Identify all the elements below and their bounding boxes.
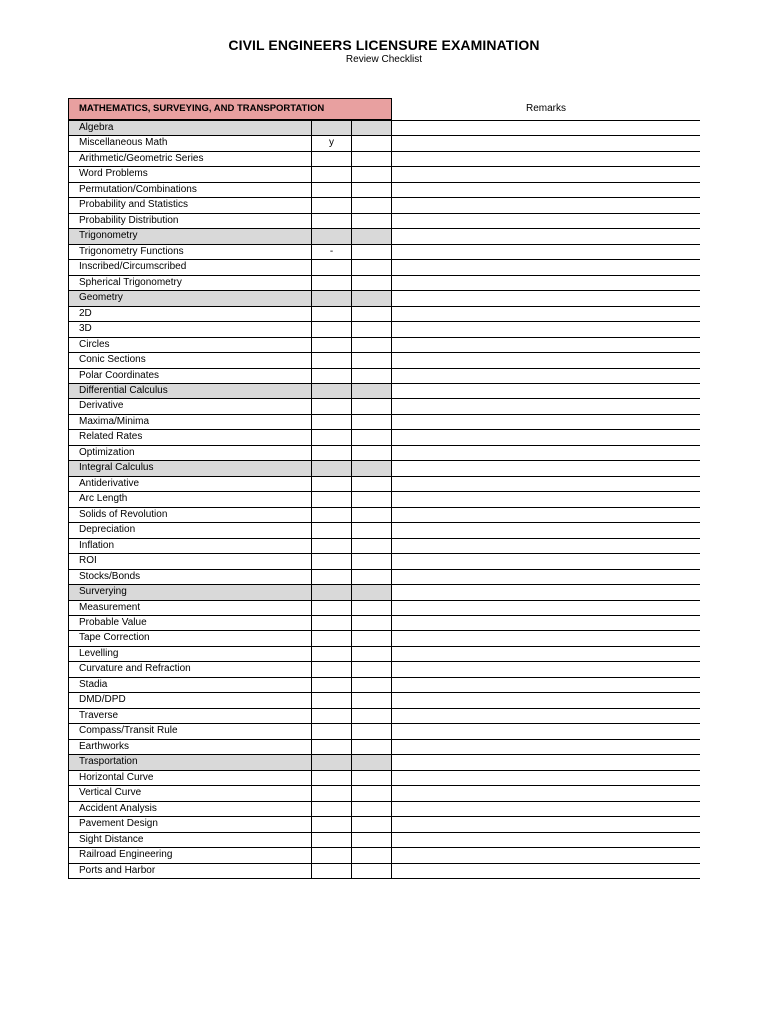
topic-label: DMD/DPD (69, 693, 312, 707)
table-row (69, 322, 700, 337)
section-label: Surverying (69, 585, 312, 599)
status-cell[interactable] (312, 461, 352, 475)
table-row (69, 508, 700, 523)
status-cell[interactable] (312, 771, 352, 785)
remarks-cell[interactable] (392, 276, 701, 290)
check-cell[interactable] (352, 570, 392, 584)
remarks-cell[interactable] (392, 338, 701, 352)
topic-label: Tape Correction (69, 631, 312, 645)
remarks-cell[interactable] (392, 631, 701, 645)
table-row (69, 833, 700, 848)
topic-label: 3D (69, 322, 312, 336)
check-cell[interactable] (352, 740, 392, 754)
status-cell[interactable] (312, 291, 352, 305)
status-cell[interactable] (312, 693, 352, 707)
topic-label: Railroad Engineering (69, 848, 312, 862)
remarks-cell[interactable] (392, 833, 701, 847)
status-cell[interactable] (312, 477, 352, 491)
table-row (69, 771, 700, 786)
check-cell[interactable] (352, 245, 392, 259)
check-cell[interactable] (352, 183, 392, 197)
table-row (69, 740, 700, 755)
check-cell[interactable] (352, 167, 392, 181)
topic-label: Derivative (69, 399, 312, 413)
section-label: Trasportation (69, 755, 312, 769)
remarks-cell[interactable] (392, 786, 701, 800)
status-cell[interactable]: - (312, 245, 352, 259)
table-row (69, 601, 700, 616)
check-cell[interactable] (352, 492, 392, 506)
status-cell[interactable] (312, 492, 352, 506)
table-row (69, 338, 700, 353)
status-cell[interactable] (312, 430, 352, 444)
remarks-cell[interactable] (392, 539, 701, 553)
topic-label: Measurement (69, 601, 312, 615)
check-cell[interactable] (352, 121, 392, 135)
topic-label: Stadia (69, 678, 312, 692)
table-row (69, 492, 700, 507)
check-cell[interactable] (352, 662, 392, 676)
topic-label: Levelling (69, 647, 312, 661)
check-cell[interactable] (352, 864, 392, 878)
remarks-cell[interactable] (392, 724, 701, 738)
topic-label: Inscribed/Circumscribed (69, 260, 312, 274)
category-header: MATHEMATICS, SURVEYING, AND TRANSPORTATION (68, 98, 392, 120)
check-cell[interactable] (352, 755, 392, 769)
status-cell[interactable] (312, 570, 352, 584)
table-row (69, 616, 700, 631)
remarks-cell[interactable] (392, 245, 701, 259)
check-cell[interactable] (352, 291, 392, 305)
section-label: Algebra (69, 121, 312, 135)
remarks-cell[interactable] (392, 121, 701, 135)
remarks-cell[interactable] (392, 322, 701, 336)
topic-label: Ports and Harbor (69, 864, 312, 878)
remarks-cell[interactable] (392, 508, 701, 522)
remarks-cell[interactable] (392, 662, 701, 676)
status-cell[interactable] (312, 353, 352, 367)
table-row (69, 167, 700, 182)
table-row (69, 539, 700, 554)
check-cell[interactable] (352, 647, 392, 661)
status-cell[interactable] (312, 384, 352, 398)
table-row (69, 477, 700, 492)
checklist-table (68, 98, 700, 879)
check-cell[interactable] (352, 415, 392, 429)
table-row (69, 430, 700, 445)
remarks-cell[interactable] (392, 430, 701, 444)
status-cell[interactable] (312, 539, 352, 553)
check-cell[interactable] (352, 771, 392, 785)
topic-label: Antiderivative (69, 477, 312, 491)
table-row (69, 260, 700, 275)
check-cell[interactable] (352, 384, 392, 398)
section-row (69, 384, 700, 399)
status-cell[interactable] (312, 229, 352, 243)
topic-label: Pavement Design (69, 817, 312, 831)
table-row (69, 631, 700, 646)
checklist-rows (68, 120, 700, 879)
remarks-cell[interactable] (392, 802, 701, 816)
section-row (69, 229, 700, 244)
table-row (69, 152, 700, 167)
status-cell[interactable] (312, 755, 352, 769)
check-cell[interactable] (352, 508, 392, 522)
status-cell[interactable]: y (312, 136, 352, 150)
topic-label: Polar Coordinates (69, 369, 312, 383)
status-cell[interactable] (312, 601, 352, 615)
topic-label: Depreciation (69, 523, 312, 537)
topic-label: Stocks/Bonds (69, 570, 312, 584)
document-subtitle: Review Checklist (345, 54, 423, 65)
status-cell[interactable] (312, 183, 352, 197)
topic-label: Inflation (69, 539, 312, 553)
check-cell[interactable] (352, 802, 392, 816)
topic-label: Curvature and Refraction (69, 662, 312, 676)
status-cell[interactable] (312, 585, 352, 599)
section-row (69, 755, 700, 770)
status-cell[interactable] (312, 709, 352, 723)
status-cell[interactable] (312, 740, 352, 754)
table-row (69, 817, 700, 832)
status-cell[interactable] (312, 399, 352, 413)
status-cell[interactable] (312, 214, 352, 228)
check-cell[interactable] (352, 322, 392, 336)
table-row (69, 353, 700, 368)
check-cell[interactable] (352, 399, 392, 413)
status-cell[interactable] (312, 307, 352, 321)
remarks-cell[interactable] (392, 585, 701, 599)
remarks-cell[interactable] (392, 384, 701, 398)
remarks-cell[interactable] (392, 492, 701, 506)
status-cell[interactable] (312, 508, 352, 522)
topic-label: Word Problems (69, 167, 312, 181)
status-cell[interactable] (312, 647, 352, 661)
check-cell[interactable] (352, 198, 392, 212)
remarks-header: Remarks (525, 103, 566, 114)
table-row (69, 554, 700, 569)
check-cell[interactable] (352, 461, 392, 475)
table-row (69, 662, 700, 677)
topic-label: Solids of Revolution (69, 508, 312, 522)
topic-label: Accident Analysis (69, 802, 312, 816)
remarks-cell[interactable] (392, 260, 701, 274)
remarks-cell[interactable] (392, 167, 701, 181)
check-cell[interactable] (352, 369, 392, 383)
remarks-cell[interactable] (392, 554, 701, 568)
remarks-cell[interactable] (392, 848, 701, 862)
table-row (69, 307, 700, 322)
remarks-cell[interactable] (392, 693, 701, 707)
topic-label: Maxima/Minima (69, 415, 312, 429)
remarks-cell[interactable] (392, 771, 701, 785)
remarks-cell[interactable] (392, 369, 701, 383)
status-cell[interactable] (312, 631, 352, 645)
table-row (69, 369, 700, 384)
remarks-cell[interactable] (392, 709, 701, 723)
table-row (69, 415, 700, 430)
remarks-cell[interactable] (392, 477, 701, 491)
topic-label: Traverse (69, 709, 312, 723)
remarks-cell[interactable] (392, 229, 701, 243)
status-cell[interactable] (312, 802, 352, 816)
remarks-cell[interactable] (392, 214, 701, 228)
status-cell[interactable] (312, 369, 352, 383)
section-label: Trigonometry (69, 229, 312, 243)
document-title: CIVIL ENGINEERS LICENSURE EXAMINATION (228, 37, 540, 53)
table-row (69, 570, 700, 585)
status-cell[interactable] (312, 833, 352, 847)
remarks-cell[interactable] (392, 136, 701, 150)
check-cell[interactable] (352, 307, 392, 321)
remarks-cell[interactable] (392, 399, 701, 413)
section-row (69, 461, 700, 476)
status-cell[interactable] (312, 554, 352, 568)
section-label: Integral Calculus (69, 461, 312, 475)
topic-label: Earthworks (69, 740, 312, 754)
check-cell[interactable] (352, 260, 392, 274)
remarks-cell[interactable] (392, 616, 701, 630)
table-row (69, 136, 700, 151)
section-row (69, 291, 700, 306)
status-cell[interactable] (312, 864, 352, 878)
check-cell[interactable] (352, 786, 392, 800)
table-row (69, 678, 700, 693)
remarks-cell[interactable] (392, 307, 701, 321)
remarks-cell[interactable] (392, 152, 701, 166)
table-row (69, 276, 700, 291)
topic-label: Probability and Statistics (69, 198, 312, 212)
check-cell[interactable] (352, 136, 392, 150)
table-row (69, 183, 700, 198)
remarks-cell[interactable] (392, 601, 701, 615)
table-row (69, 709, 700, 724)
check-cell[interactable] (352, 539, 392, 553)
remarks-cell[interactable] (392, 446, 701, 460)
status-cell[interactable] (312, 662, 352, 676)
check-cell[interactable] (352, 338, 392, 352)
topic-label: Sight Distance (69, 833, 312, 847)
table-row (69, 693, 700, 708)
status-cell[interactable] (312, 817, 352, 831)
remarks-cell[interactable] (392, 570, 701, 584)
topic-label: Trigonometry Functions (69, 245, 312, 259)
table-row (69, 786, 700, 801)
table-row (69, 864, 700, 879)
check-cell[interactable] (352, 477, 392, 491)
table-row (69, 214, 700, 229)
check-cell[interactable] (352, 276, 392, 290)
check-cell[interactable] (352, 554, 392, 568)
status-cell[interactable] (312, 121, 352, 135)
remarks-cell[interactable] (392, 755, 701, 769)
table-row (69, 523, 700, 538)
section-row (69, 585, 700, 600)
table-row (69, 245, 700, 260)
remarks-cell[interactable] (392, 415, 701, 429)
status-cell[interactable] (312, 322, 352, 336)
section-row (69, 121, 700, 136)
check-cell[interactable] (352, 430, 392, 444)
status-cell[interactable] (312, 260, 352, 274)
topic-label: Probability Distribution (69, 214, 312, 228)
check-cell[interactable] (352, 709, 392, 723)
topic-label: Vertical Curve (69, 786, 312, 800)
topic-label: Arc Length (69, 492, 312, 506)
remarks-cell[interactable] (392, 461, 701, 475)
status-cell[interactable] (312, 446, 352, 460)
topic-label: Miscellaneous Math (69, 136, 312, 150)
check-cell[interactable] (352, 678, 392, 692)
remarks-cell[interactable] (392, 678, 701, 692)
section-label: Geometry (69, 291, 312, 305)
topic-label: 2D (69, 307, 312, 321)
status-cell[interactable] (312, 678, 352, 692)
table-row (69, 848, 700, 863)
topic-label: Spherical Trigonometry (69, 276, 312, 290)
remarks-cell[interactable] (392, 353, 701, 367)
check-cell[interactable] (352, 631, 392, 645)
status-cell[interactable] (312, 786, 352, 800)
status-cell[interactable] (312, 167, 352, 181)
check-cell[interactable] (352, 848, 392, 862)
check-cell[interactable] (352, 833, 392, 847)
remarks-cell[interactable] (392, 291, 701, 305)
remarks-cell[interactable] (392, 523, 701, 537)
topic-label: Horizontal Curve (69, 771, 312, 785)
remarks-cell[interactable] (392, 864, 701, 878)
table-row (69, 802, 700, 817)
check-cell[interactable] (352, 817, 392, 831)
check-cell[interactable] (352, 601, 392, 615)
remarks-cell[interactable] (392, 183, 701, 197)
table-row (69, 399, 700, 414)
topic-label: Related Rates (69, 430, 312, 444)
status-cell[interactable] (312, 616, 352, 630)
table-row (69, 647, 700, 662)
topic-label: Circles (69, 338, 312, 352)
topic-label: Compass/Transit Rule (69, 724, 312, 738)
section-label: Differential Calculus (69, 384, 312, 398)
check-cell[interactable] (352, 585, 392, 599)
check-cell[interactable] (352, 446, 392, 460)
status-cell[interactable] (312, 848, 352, 862)
table-row (69, 724, 700, 739)
status-cell[interactable] (312, 152, 352, 166)
status-cell[interactable] (312, 523, 352, 537)
check-cell[interactable] (352, 693, 392, 707)
remarks-cell[interactable] (392, 817, 701, 831)
check-cell[interactable] (352, 214, 392, 228)
check-cell[interactable] (352, 353, 392, 367)
topic-label: Permutation/Combinations (69, 183, 312, 197)
topic-label: Arithmetic/Geometric Series (69, 152, 312, 166)
topic-label: Optimization (69, 446, 312, 460)
check-cell[interactable] (352, 616, 392, 630)
check-cell[interactable] (352, 152, 392, 166)
status-cell[interactable] (312, 724, 352, 738)
status-cell[interactable] (312, 276, 352, 290)
topic-label: Probable Value (69, 616, 312, 630)
remarks-cell[interactable] (392, 198, 701, 212)
status-cell[interactable] (312, 415, 352, 429)
table-header (68, 98, 700, 120)
remarks-cell[interactable] (392, 647, 701, 661)
check-cell[interactable] (352, 523, 392, 537)
table-row (69, 198, 700, 213)
status-cell[interactable] (312, 338, 352, 352)
check-cell[interactable] (352, 229, 392, 243)
topic-label: Conic Sections (69, 353, 312, 367)
remarks-cell[interactable] (392, 740, 701, 754)
status-cell[interactable] (312, 198, 352, 212)
table-row (69, 446, 700, 461)
check-cell[interactable] (352, 724, 392, 738)
topic-label: ROI (69, 554, 312, 568)
